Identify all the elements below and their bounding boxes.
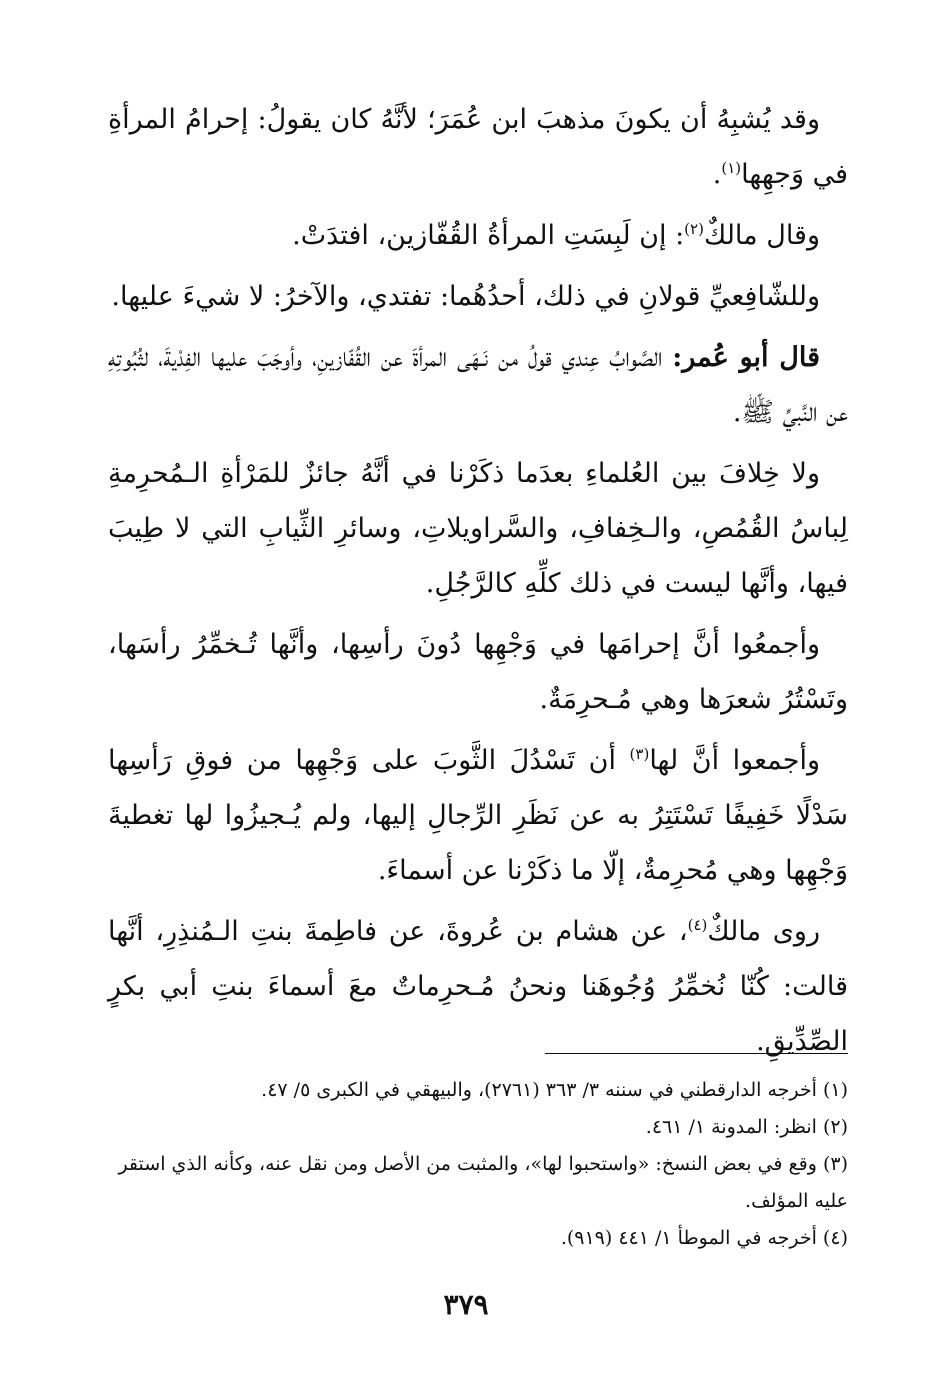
paragraph-text: وللشّافِعيِّ قولانِ في ذلك، أحدُهُما: تفتدي، والآخرُ: لا شيءَ عليها. bbox=[111, 281, 820, 312]
footnote-ref[interactable]: (١) bbox=[721, 159, 742, 177]
footnote-ref[interactable]: (٢) bbox=[684, 220, 704, 238]
author-lead: قال أبو عُمر: bbox=[672, 342, 820, 373]
paragraph-text: ولا خِلافَ بين العُلماءِ بعدَما ذكَرْنا في أنَّهُ جائزٌ للمَرْأةِ الـمُحرِمةِ لِباسُ القُمُصِ، والـخِفافِ، والسَّراويلاتِ، وسائرِ الثِّيابِ التي لا طِيبَ فيها، وأنَّها ليست في ذلك كلِّهِ كالرَّجُلِ. bbox=[108, 458, 848, 599]
footnote-ref[interactable]: (٣) bbox=[629, 745, 650, 763]
paragraph-text: وقد يُشبِهُ أن يكونَ مذهبَ ابن عُمَرَ؛ لأنَّهُ كان يقولُ: إحرامُ المرأةِ في وَجهِها bbox=[108, 104, 848, 190]
paragraph bbox=[108, 92, 848, 202]
footnote-ref[interactable]: (٤) bbox=[687, 916, 708, 934]
paragraph bbox=[108, 269, 848, 324]
paragraph-text: : إن لَبِسَتِ المرأةُ القُفّازين، افتدَتْ. bbox=[292, 220, 685, 251]
paragraph bbox=[108, 446, 848, 611]
paragraph-text: ، عن هشام بن عُروةَ، عن فاطِمةَ بنتِ الـمُنذِرِ، أنَّها قالت: كُنّا نُخمِّرُ وُجُوهَنا ونحنُ مُـحرِماتٌ معَ أسماءَ بنتِ أبي بكرٍ الصِّدِّيقِ. bbox=[108, 916, 848, 1057]
paragraph-text: روى مالكٌ bbox=[707, 916, 821, 947]
footnote-separator bbox=[545, 1053, 848, 1054]
paragraph-text: أن تَسْدُلَ الثَّوبَ على وَجْهِها من فوقِ رَأسِها سَدْلًا خَفِيفًا تَسْتَتِرُ به عن نَظَرِ الرِّجالِ إليها، ولم يُـجيزُوا لها تغطيةَ وَجْهِها وهي مُحرِمةٌ، إلّا ما ذكَرْنا عن أسماءَ. bbox=[108, 745, 848, 886]
paragraph bbox=[108, 617, 848, 727]
paragraph-text: وأجمعُوا أنَّ إحرامَها في وَجْهِها دُونَ رأسِها، وأنَّها تُـخمِّرُ رأسَها، وتَسْتُرُ شعرَها وهي مُـحرِمَةٌ. bbox=[108, 629, 848, 715]
page-number: ٣٧٩ bbox=[443, 1288, 489, 1321]
paragraph bbox=[108, 330, 848, 440]
paragraph-text: وأجمعوا أنَّ لها bbox=[649, 745, 820, 776]
paragraph-text: . bbox=[712, 159, 722, 190]
paragraph bbox=[108, 904, 848, 1069]
footnote: (٢) انظر: المدونة ١/ ٤٦١. bbox=[645, 1116, 848, 1138]
paragraph-text: وقال مالكٌ bbox=[703, 220, 820, 251]
paragraph-text: الصَّوابُ عِندي قولُ من نَـهَى المرأةَ عن القُفّازينِ، وأوجَبَ عليها الفِدْيةَ، لثُبُوتِهِ عن النَّبيِّ ﷺ. bbox=[108, 342, 848, 428]
footnote: (١) أخرجه الدارقطني في سننه ٣/ ٣٦٣ (٢٧٦١)، والبيهقي في الكبرى ٥/ ٤٧. bbox=[261, 1079, 848, 1101]
paragraph bbox=[108, 733, 848, 898]
footnote: (٤) أخرجه في الموطأ ١/ ٤٤١ (٩١٩). bbox=[560, 1227, 848, 1249]
footnotes bbox=[108, 1072, 848, 1257]
main-text bbox=[108, 92, 848, 1075]
footnote: (٣) وقع في بعض النسخ: «واستحبوا لها»، والمثبت من الأصل ومن نقل عنه، وكأنه الذي استقر عليه المؤلف. bbox=[118, 1153, 848, 1212]
paragraph bbox=[108, 208, 848, 263]
